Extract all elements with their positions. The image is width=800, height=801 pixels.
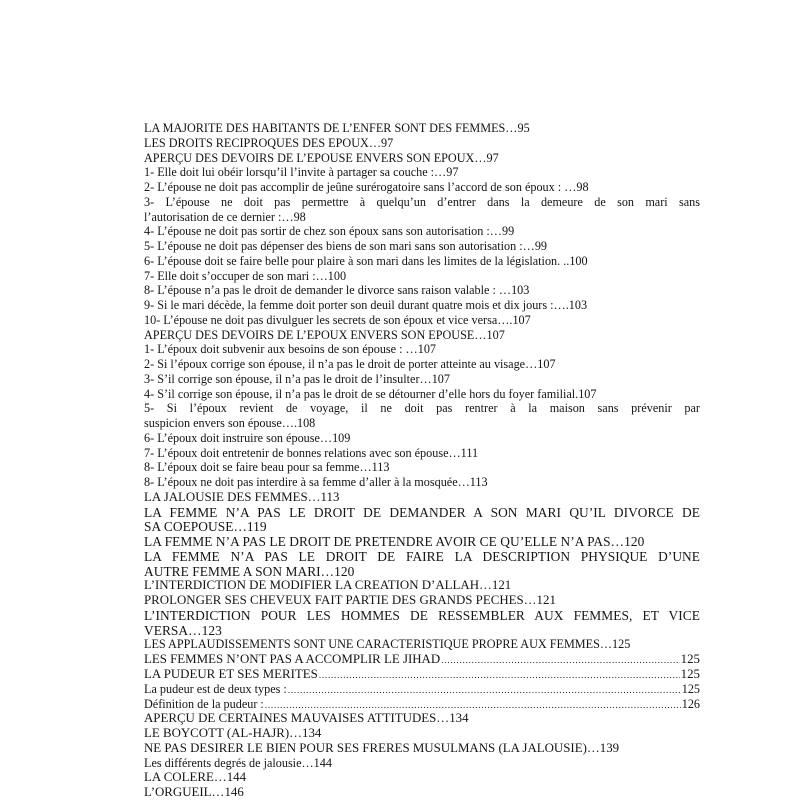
toc-entry: L’INTERDICTION DE MODIFIER LA CREATION D’ALLAH…121 — [144, 578, 512, 593]
toc-page-number: 125 — [681, 681, 700, 696]
toc-page-number: 125 — [680, 667, 700, 681]
toc-entry: 7- Elle doit s’occuper de son mari :…100 — [144, 268, 347, 283]
toc-entry-title: La pudeur est de deux types : — [144, 681, 287, 696]
toc-entry: 8- L’époux ne doit pas interdire à sa femme d’aller à la mosquée…113 — [144, 475, 488, 490]
toc-entry: APERÇU DES DEVOIRS DE L’EPOUSE ENVERS SON EPOUX…97 — [144, 150, 499, 165]
toc-entry-dotted — [144, 667, 700, 683]
dot-leader — [441, 653, 679, 668]
toc-entry-title: LES FEMMES N’ONT PAS A ACCOMPLIR LE JIHAD — [144, 652, 441, 667]
toc-entry-dotted — [144, 652, 700, 668]
toc-entry: PROLONGER SES CHEVEUX FAIT PARTIE DES GRANDS PECHES…121 — [144, 593, 556, 608]
toc-entry: NE PAS DESIRER LE BIEN POUR SES FRERES MUSULMANS (LA JALOUSIE)…139 — [144, 740, 620, 755]
toc-entry: 3- L’épouse ne doit pas permettre à quelqu’un d’entrer dans la demeure de son mari sans — [144, 194, 700, 209]
toc-entry: 10- L’épouse ne doit pas divulguer les secrets de son époux et vice versa….107 — [144, 312, 531, 327]
toc-entry: 8- L’épouse n’a pas le droit de demander le divorce sans raison valable : …103 — [144, 283, 530, 298]
toc-entry-continuation: AUTRE FEMME A SON MARI…120 — [144, 563, 355, 579]
toc-entry: 4- S’il corrige son épouse, il n’a pas le droit de se détourner d’elle hors du foyer familial.107 — [144, 386, 597, 401]
toc-entry: 5- L’épouse ne doit pas dépenser des biens de son mari sans son autorisation :…99 — [144, 239, 548, 253]
toc-entry-continuation: l’autorisation de ce dernier :…98 — [144, 209, 306, 224]
toc-entry: LA JALOUSIE DES FEMMES…113 — [144, 489, 340, 504]
toc-entry: LA FEMME N’A PAS LE DROIT DE PRETENDRE AVOIR CE QU’ELLE N’A PAS…120 — [144, 534, 645, 550]
toc-entry: APERÇU DE CERTAINES MAUVAISES ATTITUDES…134 — [144, 711, 469, 726]
toc-entry: 3- S’il corrige son épouse, il n’a pas le droit de l’insulter…107 — [144, 371, 450, 386]
dot-leader — [288, 683, 681, 698]
toc-page-number: 125 — [680, 652, 700, 667]
toc-entry: 6- L’époux doit instruire son épouse…109 — [144, 430, 351, 445]
toc-entry: 1- Elle doit lui obéir lorsqu’il l’invite à partager sa couche :…97 — [144, 165, 459, 180]
toc-entry: LE BOYCOTT (AL-HAJR)…134 — [144, 726, 322, 740]
toc-entry: 1- L’époux doit subvenir aux besoins de son épouse : …107 — [144, 342, 437, 357]
toc-entry: LA COLERE…144 — [144, 770, 247, 785]
toc-entry: LA FEMME N’A PAS LE DROIT DE FAIRE LA DESCRIPTION PHYSIQUE D’UNE — [144, 548, 700, 564]
toc-entry: 8- L’époux doit se faire beau pour sa femme…113 — [144, 460, 390, 475]
toc-entry-continuation: suspicion envers son épouse….108 — [144, 416, 316, 431]
toc-entry-title: Définition de la pudeur : — [144, 696, 264, 711]
toc-entry: L’INTERDICTION POUR LES HOMMES DE RESSEMBLER AUX FEMMES, ET VICE — [144, 607, 700, 623]
toc-entry: 9- Si le mari décède, la femme doit porter son deuil durant quatre mois et dix jours :….103 — [144, 298, 588, 313]
toc-entry: 4- L’épouse ne doit pas sortir de chez son époux sans son autorisation :…99 — [144, 224, 515, 239]
toc-entry-continuation: VERSA…123 — [144, 622, 222, 638]
toc-entry: L’ORGUEIL…146 — [144, 785, 244, 799]
toc-entry: 7- L’époux doit entretenir de bonnes relations avec son épouse…111 — [144, 445, 479, 460]
toc-entry: 2- Si l’époux corrige son épouse, il n’a pas le droit de porter atteinte au visage…107 — [144, 357, 556, 372]
toc-entry-title: LA PUDEUR ET SES MERITES — [144, 667, 318, 681]
toc-entry: 5- Si l’époux revient de voyage, il ne doit pas rentrer à la maison sans prévenir par — [144, 401, 700, 416]
toc-page-number: 126 — [681, 696, 700, 711]
toc-entry: APERÇU DES DEVOIRS DE L’EPOUX ENVERS SON EPOUSE…107 — [144, 327, 505, 342]
toc-entry-dotted — [144, 697, 700, 713]
toc-entry-continuation: SA COEPOUSE…119 — [144, 519, 267, 535]
toc-entry: LES APPLAUDISSEMENTS SONT UNE CARACTERISTIQUE PROPRE AUX FEMMES…125 — [144, 637, 631, 652]
toc-entry-dotted — [144, 682, 700, 698]
toc-entry: Les différents degrés de jalousie…144 — [144, 755, 332, 770]
toc-entry: 2- L’épouse ne doit pas accomplir de jeûne surérogatoire sans l’accord de son époux : …98 — [144, 180, 589, 194]
toc-entry: 6- L’épouse doit se faire belle pour plaire à son mari dans les limites de la législation. ..100 — [144, 253, 588, 268]
toc-entry: LA FEMME N’A PAS LE DROIT DE DEMANDER A SON MARI QU’IL DIVORCE DE — [144, 504, 700, 520]
toc-entry: LES DROITS RECIPROQUES DES EPOUX…97 — [144, 135, 394, 150]
toc-entry: LA MAJORITE DES HABITANTS DE L’ENFER SONT DES FEMMES…95 — [144, 121, 530, 135]
